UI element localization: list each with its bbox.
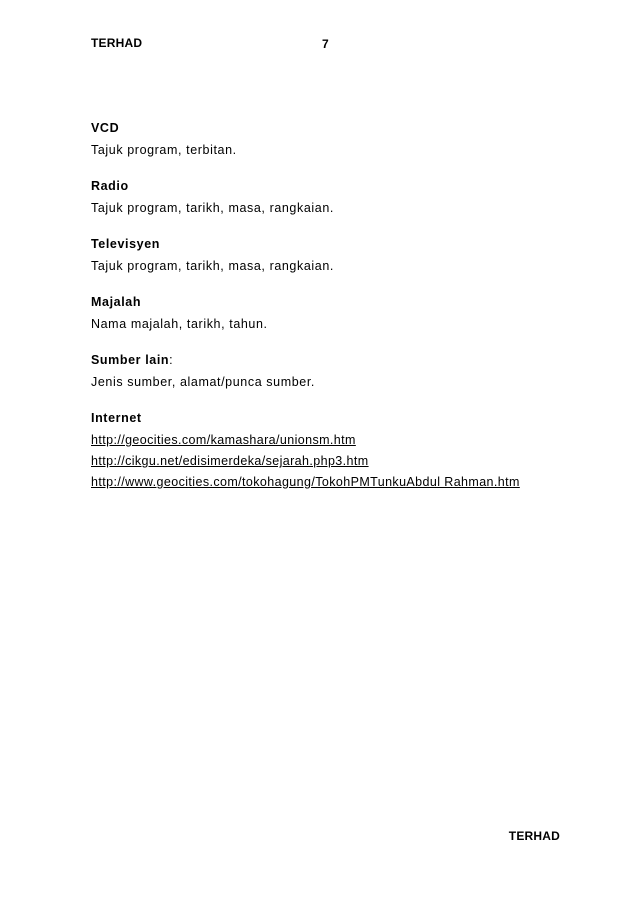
footer-classification-label: TERHAD [508, 829, 560, 843]
section-majalah [91, 294, 611, 332]
section-internet [91, 410, 611, 490]
section-title-text: Radio [91, 179, 129, 193]
section-title [91, 236, 611, 252]
section-title [91, 178, 611, 194]
section-title [91, 120, 611, 136]
internet-link[interactable]: http://www.geocities.com/tokohagung/TokohPMTunkuAbdul Rahman.htm [91, 475, 520, 489]
section-description: Tajuk program, tarikh, masa, rangkaian. [91, 201, 334, 215]
section-title-text: Majalah [91, 295, 142, 309]
section-televisyen [91, 236, 611, 274]
section-title-suffix: : [169, 353, 174, 367]
link-list [91, 432, 611, 490]
section-description: Tajuk program, terbitan. [91, 143, 237, 157]
list-item [91, 432, 611, 448]
section-title: Internet [91, 411, 142, 425]
section-title [91, 352, 611, 368]
section-sumber-lain [91, 352, 611, 390]
section-title-text: Sumber lain [91, 353, 170, 367]
section-description: Nama majalah, tarikh, tahun. [91, 317, 268, 331]
list-item [91, 474, 611, 490]
section-title-text: VCD [91, 121, 120, 135]
document-body [91, 120, 611, 510]
section-description: Jenis sumber, alamat/punca sumber. [91, 375, 315, 389]
section-radio [91, 178, 611, 216]
section-title [91, 294, 611, 310]
section-description: Tajuk program, tarikh, masa, rangkaian. [91, 259, 334, 273]
page-number: 7 [322, 37, 329, 51]
internet-link[interactable]: http://geocities.com/kamashara/unionsm.htm [91, 433, 356, 447]
section-title-text: Televisyen [91, 237, 161, 251]
header-classification-label: TERHAD [91, 36, 143, 50]
internet-link[interactable]: http://cikgu.net/edisimerdeka/sejarah.php3.htm [91, 454, 369, 468]
list-item [91, 453, 611, 469]
section-vcd [91, 120, 611, 158]
